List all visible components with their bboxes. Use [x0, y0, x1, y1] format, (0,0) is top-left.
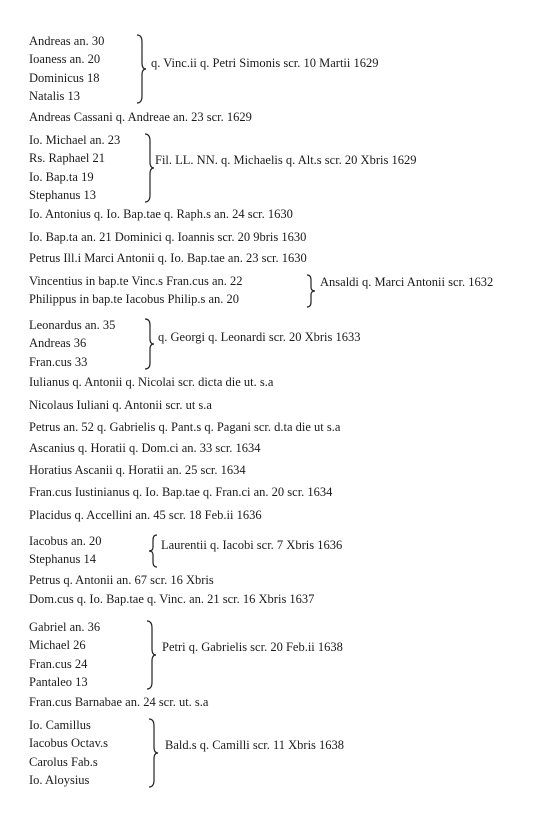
family-group — [29, 716, 529, 790]
family-group — [29, 272, 539, 310]
curly-brace — [147, 534, 159, 568]
member-names — [29, 32, 104, 105]
curly-brace — [143, 318, 155, 370]
group-text: Ansaldi q. Marci Antonii scr. 1632 — [320, 275, 494, 289]
entry-line: Andreas Cassani q. Andreae an. 23 scr. 1629 — [29, 110, 252, 124]
member-name: Io. Bap.ta 19 — [29, 169, 94, 184]
curly-brace — [305, 274, 317, 308]
member-names — [29, 618, 100, 691]
entry-line: Petrus q. Antonii an. 67 scr. 16 Xbris — [29, 573, 214, 587]
curly-brace — [145, 620, 157, 690]
member-name: Io. Michael an. 23 — [29, 133, 121, 147]
curly-brace — [143, 133, 155, 203]
member-name: Leonardus an. 35 — [29, 318, 116, 332]
member-name: Io. Aloysius — [29, 772, 90, 787]
member-name: Philippus in bap.te Iacobus Philip.s an. 20 — [29, 292, 240, 307]
member-name: Vincentius in bap.te Vinc.s Fran.cus an. 22 — [29, 274, 243, 288]
entry-line: Iulianus q. Antonii q. Nicolai scr. dicta die ut. s.a — [29, 375, 274, 389]
entry-line: Fran.cus Iustinianus q. Io. Bap.tae q. Fran.ci an. 20 scr. 1634 — [29, 485, 333, 499]
member-name: Michael 26 — [29, 638, 86, 653]
entry-line: Fran.cus Barnabae an. 24 scr. ut. s.a — [29, 695, 209, 709]
group-text: q. Vinc.ii q. Petri Simonis scr. 10 Martii 1629 — [151, 56, 379, 70]
member-name: Andreas an. 30 — [29, 34, 105, 48]
member-name: Stephanus 13 — [29, 187, 97, 202]
entry-line: Horatius Ascanii q. Horatii an. 25 scr. 1634 — [29, 463, 246, 477]
member-names — [29, 131, 120, 204]
entry-line: Io. Bap.ta an. 21 Dominici q. Ioannis scr. 20 9bris 1630 — [29, 230, 307, 244]
family-group — [29, 618, 529, 692]
entry-line: Dom.cus q. Io. Bap.tae q. Vinc. an. 21 scr. 16 Xbris 1637 — [29, 592, 315, 606]
member-name: Iacobus an. 20 — [29, 534, 102, 548]
member-name: Fran.cus 24 — [29, 656, 88, 671]
curly-brace — [147, 718, 159, 788]
member-name: Carolus Fab.s — [29, 754, 98, 769]
group-text: Bald.s q. Camilli scr. 11 Xbris 1638 — [165, 738, 345, 752]
member-name: Dominicus 18 — [29, 70, 100, 85]
family-group — [29, 316, 529, 372]
member-name: Fran.cus 33 — [29, 354, 88, 369]
family-group — [29, 131, 539, 205]
family-group — [29, 32, 529, 106]
entry-line: Nicolaus Iuliani q. Antonii scr. ut s.a — [29, 398, 212, 412]
group-text: Fil. LL. NN. q. Michaelis q. Alt.s scr. 20 Xbris 1629 — [155, 153, 417, 167]
curly-brace — [135, 34, 147, 104]
entry-line: Petrus Ill.i Marci Antonii q. Io. Bap.tae an. 23 scr. 1630 — [29, 251, 307, 265]
member-names — [29, 532, 102, 569]
group-text: Laurentii q. Iacobi scr. 7 Xbris 1636 — [161, 538, 343, 552]
member-name: Iacobus Octav.s — [29, 736, 109, 751]
member-name: Gabriel an. 36 — [29, 620, 101, 634]
member-name: Pantaleo 13 — [29, 674, 88, 689]
member-name: Ioaness an. 20 — [29, 52, 101, 67]
entry-line: Io. Antonius q. Io. Bap.tae q. Raph.s an. 24 scr. 1630 — [29, 207, 293, 221]
member-name: Rs. Raphael 21 — [29, 151, 106, 166]
member-name: Andreas 36 — [29, 336, 87, 351]
group-text: q. Georgi q. Leonardi scr. 20 Xbris 1633 — [158, 330, 361, 344]
member-names — [29, 272, 243, 309]
entry-line: Petrus an. 52 q. Gabrielis q. Pant.s q. Pagani scr. d.ta die ut s.a — [29, 420, 341, 434]
member-name: Natalis 13 — [29, 88, 81, 103]
member-names — [29, 716, 108, 789]
member-name: Stephanus 14 — [29, 552, 97, 567]
entry-line: Placidus q. Accellini an. 45 scr. 18 Feb.ii 1636 — [29, 508, 262, 522]
member-name: Io. Camillus — [29, 718, 91, 732]
group-text: Petri q. Gabrielis scr. 20 Feb.ii 1638 — [162, 640, 343, 654]
family-group — [29, 532, 529, 570]
entry-line: Ascanius q. Horatii q. Dom.ci an. 33 scr. 1634 — [29, 441, 261, 455]
member-names — [29, 316, 115, 371]
